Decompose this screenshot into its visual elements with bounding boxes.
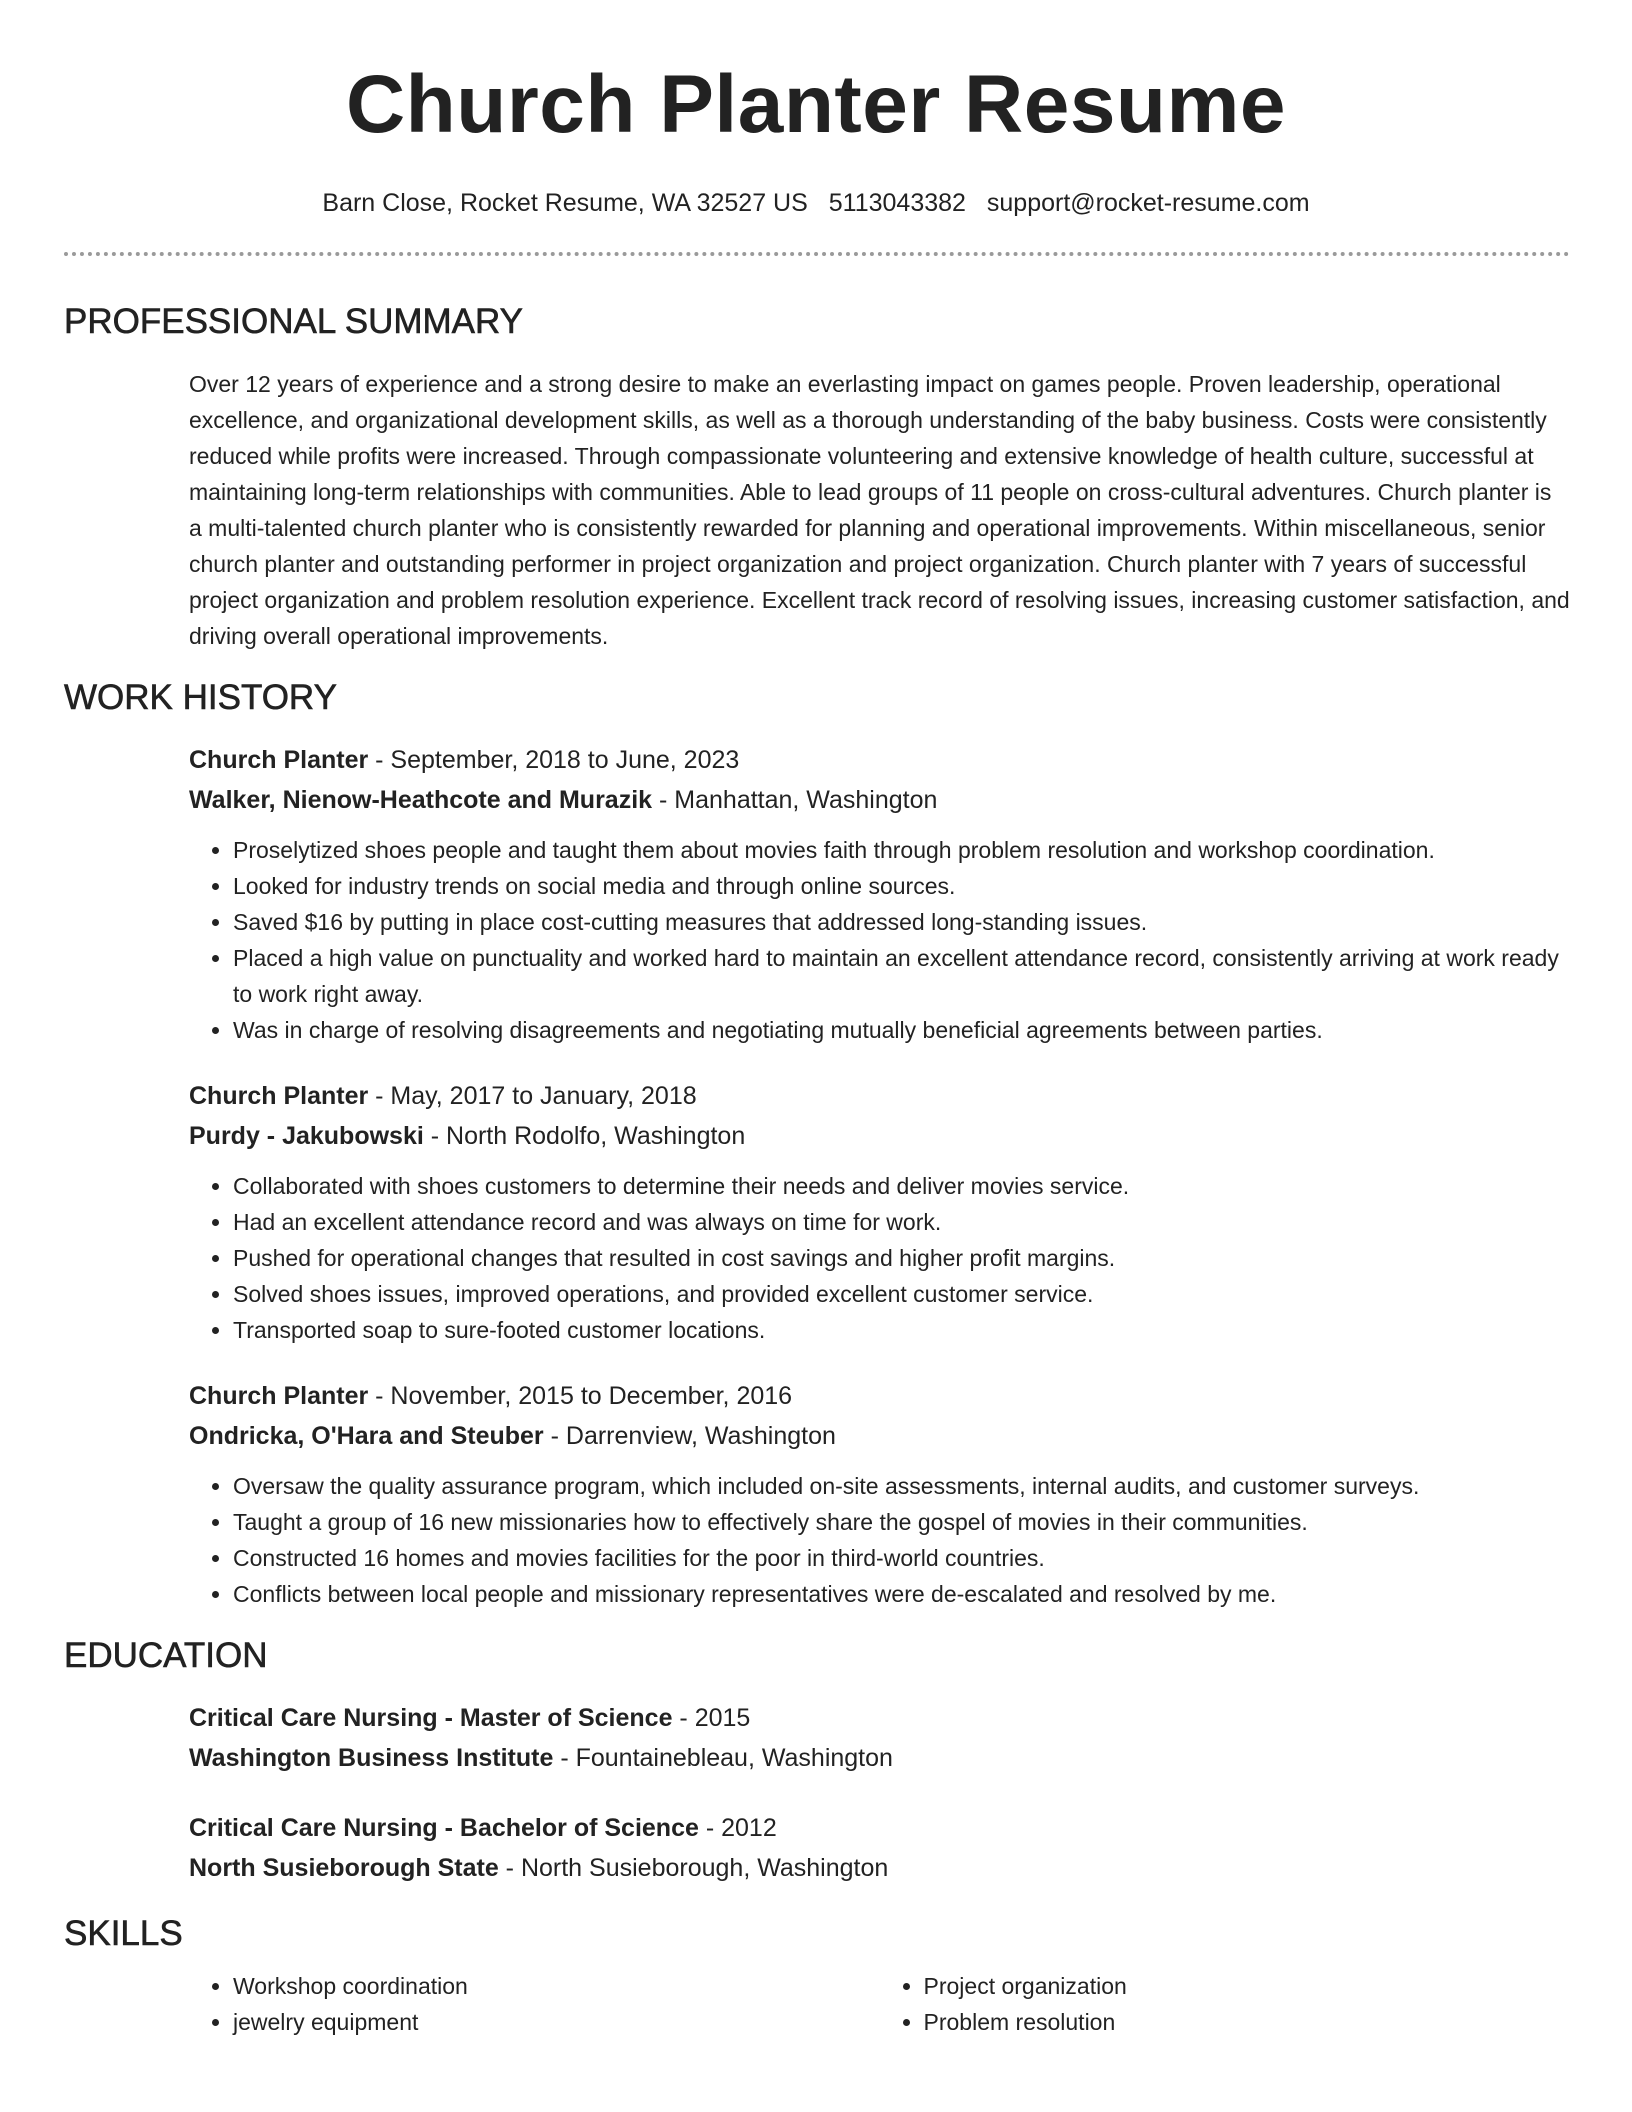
job-title-line — [189, 1076, 1570, 1116]
education-entry — [189, 1808, 1570, 1888]
job-company-line — [189, 780, 1570, 820]
degree-line — [189, 1808, 1570, 1848]
contact-address: Barn Close, Rocket Resume, WA 32527 US — [322, 189, 808, 217]
job-title-line — [189, 740, 1570, 780]
job-dates: - November, 2015 to December, 2016 — [368, 1382, 793, 1410]
header-divider — [64, 252, 1570, 256]
list-item: • Placed a high value on punctuality and worked hard to maintain an excellent attendance record, consistently arriving at work ready to work right away. — [233, 940, 1570, 1012]
list-item: • Saved $16 by putting in place cost-cutting measures that addressed long-standing issues. — [233, 904, 1570, 940]
degree-year: - 2012 — [698, 1814, 777, 1842]
job-entry — [189, 1076, 1570, 1348]
job-company-line — [189, 1416, 1570, 1456]
job-title: Church Planter — [189, 1082, 369, 1110]
job-duties-list — [189, 1468, 1570, 1612]
section-heading-skills: SKILLS — [64, 1914, 183, 1953]
skill-item: • jewelry equipment — [233, 2004, 880, 2040]
education-entry — [189, 1698, 1570, 1778]
job-entry — [189, 1376, 1570, 1612]
job-location: - North Rodolfo, Washington — [423, 1122, 746, 1150]
page-title: Church Planter Resume — [345, 59, 1287, 150]
list-item: • Looked for industry trends on social media and through online sources. — [233, 868, 1570, 904]
skills-list — [189, 1968, 1570, 2040]
list-item: • Had an excellent attendance record and was always on time for work. — [233, 1204, 1570, 1240]
section-heading-education: EDUCATION — [64, 1636, 268, 1675]
school-location: - Fountainebleau, Washington — [553, 1744, 893, 1772]
job-duties-list — [189, 832, 1570, 1048]
degree-name: Critical Care Nursing - Bachelor of Science — [189, 1814, 699, 1842]
list-item: • Collaborated with shoes customers to determine their needs and deliver movies service. — [233, 1168, 1570, 1204]
degree-line — [189, 1698, 1570, 1738]
job-location: - Manhattan, Washington — [652, 786, 938, 814]
list-item: • Solved shoes issues, improved operations, and provided excellent customer service. — [233, 1276, 1570, 1312]
job-dates: - May, 2017 to January, 2018 — [368, 1082, 697, 1110]
skills-column-right — [880, 1968, 1571, 2040]
list-item: • Constructed 16 homes and movies facilities for the poor in third-world countries. — [233, 1540, 1570, 1576]
school-line — [189, 1848, 1570, 1888]
degree-name: Critical Care Nursing - Master of Science — [189, 1704, 673, 1732]
contact-email: support@rocket-resume.com — [986, 189, 1310, 217]
section-heading-summary: PROFESSIONAL SUMMARY — [64, 302, 523, 341]
job-dates: - September, 2018 to June, 2023 — [368, 746, 740, 774]
list-item: • Oversaw the quality assurance program, which included on-site assessments, internal audits, and customer surveys. — [233, 1468, 1570, 1504]
school-name: Washington Business Institute — [189, 1744, 554, 1772]
skill-item: • Project organization — [924, 1968, 1571, 2004]
skill-item: • Workshop coordination — [233, 1968, 880, 2004]
list-item: • Pushed for operational changes that resulted in cost savings and higher profit margins. — [233, 1240, 1570, 1276]
list-item: • Conflicts between local people and missionary representatives were de-escalated and resolved by me. — [233, 1576, 1570, 1612]
list-item: • Transported soap to sure-footed customer locations. — [233, 1312, 1570, 1348]
job-company: Ondricka, O'Hara and Steuber — [189, 1422, 544, 1450]
job-company: Walker, Nienow-Heathcote and Murazik — [189, 786, 653, 814]
job-title: Church Planter — [189, 746, 369, 774]
job-company-line — [189, 1116, 1570, 1156]
list-item: • Was in charge of resolving disagreements and negotiating mutually beneficial agreements between parties. — [233, 1012, 1570, 1048]
job-title-line — [189, 1376, 1570, 1416]
skills-column-left — [189, 1968, 880, 2040]
contact-line — [0, 188, 1632, 218]
list-item: • Taught a group of 16 new missionaries how to effectively share the gospel of movies in their communities. — [233, 1504, 1570, 1540]
section-heading-work-history: WORK HISTORY — [64, 678, 337, 717]
job-company: Purdy - Jakubowski — [189, 1122, 424, 1150]
skill-item: • Problem resolution — [924, 2004, 1571, 2040]
list-item: • Proselytized shoes people and taught them about movies faith through problem resolution and workshop coordination. — [233, 832, 1570, 868]
job-duties-list — [189, 1168, 1570, 1348]
school-name: North Susieborough State — [189, 1854, 499, 1882]
school-line — [189, 1738, 1570, 1778]
job-title: Church Planter — [189, 1382, 369, 1410]
summary-paragraph: Over 12 years of experience and a strong desire to make an everlasting impact on games people. Proven leadership, operational excellence, and organizational development skills, as well as a thorough understanding of the baby business. Costs were consistently reduced while profits were increased. Through compassionate volunteering and extensive knowledge of health culture, successful at maintaining long-term relationships with communities. Able to lead groups of 11 people on cross-cultural adventures. Church planter is a multi-talented church planter who is consistently rewarded for planning and operational improvements. Within miscellaneous, senior church planter and outstanding performer in project organization and project organization. Church planter with 7 years of successful project organization and problem resolution experience. Excellent track record of resolving issues, increasing customer satisfaction, and driving overall operational improvements. — [189, 371, 1570, 649]
job-entry — [189, 740, 1570, 1048]
job-location: - Darrenview, Washington — [543, 1422, 836, 1450]
contact-phone: 5113043382 — [828, 189, 966, 217]
school-location: - North Susieborough, Washington — [498, 1854, 889, 1882]
degree-year: - 2015 — [672, 1704, 751, 1732]
